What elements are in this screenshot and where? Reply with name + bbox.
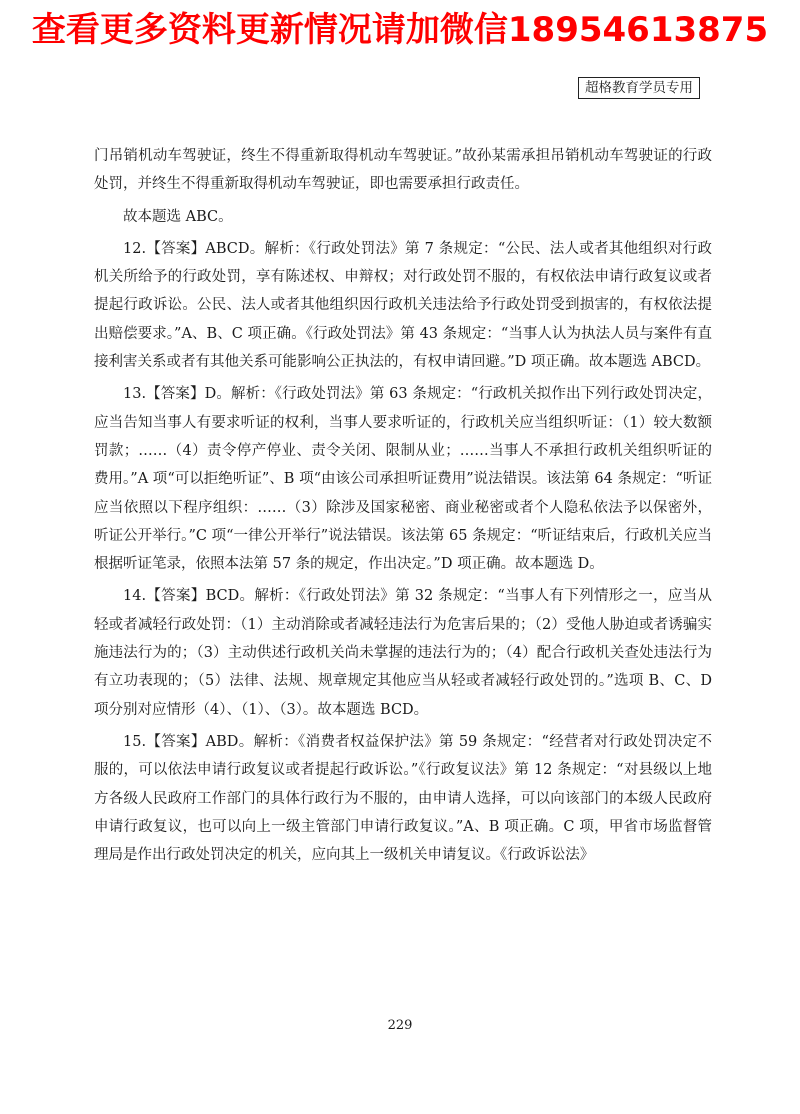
paragraph-answer-12: 12.【答案】ABCD。解析：《行政处罚法》第 7 条规定：“公民、法人或者其他组织对行政机关所给予的行政处罚，享有陈述权、申辩权；对行政处罚不服的，有权依法申请行政复议或者提起行政诉讼。公民、法人或者其他组织因行政机关违法给予行政处罚受到损害的，有权依法提出赔偿要求。”A、B、C 项正确。《行政处罚法》第 43 条规定：“当事人认为执法人员与案件有直接利害关系或者有其他关系可能影响公正执法的，有权申请回避。”D 项正确。故本题选 ABCD。 [94,240,712,371]
paragraph-conclusion-11: 故本题选 ABC。 [123,208,233,225]
watermark-banner: 查看更多资料更新情况请加微信18954613875 [31,10,769,50]
paragraph-continuation: 门吊销机动车驾驶证，终生不得重新取得机动车驾驶证。”故孙某需承担吊销机动车驾驶证的行政处罚，并终生不得重新取得机动车驾驶证，即也需要承担行政责任。 [94,148,712,193]
paragraph-answer-15: 15.【答案】ABD。解析：《消费者权益保护法》第 59 条规定：“经营者对行政处罚决定不服的，可以依法申请行政复议或者提起行政诉讼。”《行政复议法》第 12 条规定：“对县级以上地方各级人民政府工作部门的具体行政行为不服的，由申请人选择，可以向该部门的本级人民政府申请行政复议，也可以向上一级主管部门申请行政复议。”A、B 项正确。C 项，甲省市场监督管理局是作出行政处罚决定的机关，应向其上一级机关申请复议。《行政诉讼法》 [94,733,712,864]
paragraph-answer-13: 13.【答案】D。解析：《行政处罚法》第 63 条规定：“行政机关拟作出下列行政处罚决定，应当告知当事人有要求听证的权利，当事人要求听证的，行政机关应当组织听证：（1）较大数额罚款；……（4）责令停产停业、责令关闭、限制从业；……当事人不承担行政机关组织听证的费用。”A 项“可以拒绝听证”、B 项“由该公司承担听证费用”说法错误。该法第 64 条规定：“听证应当依照以下程序组织：……（3）除涉及国家秘密、商业秘密或者个人隐私依法予以保密外，听证公开举行。”C 项“一律公开举行”说法错误。该法第 65 条规定：“听证结束后，行政机关应当根据听证笔录，依照本法第 57 条的规定，作出决定。”D 项正确。故本题选 D。 [94,386,712,573]
paragraph-answer-14: 14.【答案】BCD。解析：《行政处罚法》第 32 条规定：“当事人有下列情形之一，应当从轻或者减轻行政处罚：（1）主动消除或者减轻违法行为危害后果的；（2）受他人胁迫或者诱骗实施违法行为的；（3）主动供述行政机关尚未掌握的违法行为的；（4）配合行政机关查处违法行为有立功表现的；（5）法律、法规、规章规定其他应当从轻或者减轻行政处罚的。”选项 B、C、D 项分别对应情形（4）、（1）、（3）。故本题选 BCD。 [94,588,712,718]
page-number: 229 [387,1018,413,1033]
document-body [94,142,712,869]
student-only-stamp: 超格教育学员专用 [578,77,700,99]
